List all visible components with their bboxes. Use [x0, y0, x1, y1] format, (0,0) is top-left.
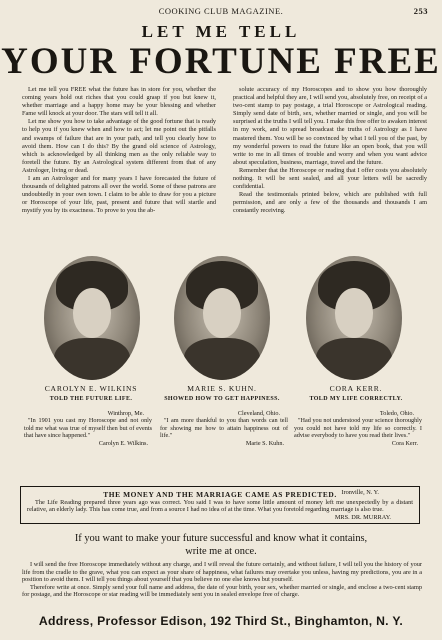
closing-text [22, 561, 422, 599]
box-heading: THE MONEY AND THE MARRIAGE CAME AS PREDICTED. [103, 490, 337, 499]
paragraph: Let me show you how to take advantage of the good fortune that is ready to help you if you knew when and how to act; let me point out the pitfalls and swamps of failure that are in your path, and tell you clearly how to avoid them. How can I do this? By the grand old science of Astrology, which is acknowledged by all thinking men as the only reliable way to foretell the future. By an Astrological system different from that of any Astrologer, living or dead. [22, 118, 216, 174]
testimonial-city: Toledo, Ohio. [379, 410, 414, 417]
featured-testimonial-box [20, 486, 420, 524]
right-column [233, 86, 427, 216]
magazine-name: COOKING CLUB MAGAZINE. [158, 6, 284, 16]
testimonial-tag: TOLD THE FUTURE LIFE. [49, 396, 133, 402]
testimonial-signature: Carolyn E. Wilkins. [98, 439, 148, 447]
paragraph: solute accuracy of my Horoscopes and to show you how thoroughly practical and helpful they are, I will send you, absolutely free, on receipt of a two-cent stamp to pay postage, a trial Horoscope or Astrological reading. Simply send date of birth, sex, whether married or single, and you will be surprised at the truths I will tell you. I make this free offer to awaken interest in my work, and to spread broadcast the truths of Astrology as I have mastered them. You will be so convinced by what I tell you of the past, by my wonderful powers to read the future like an open book, that you will write to me in all times of trouble and worry and when you want advice about speculation, business, marriage, travel and the future. [233, 86, 427, 166]
box-text: The Life Reading prepared three years ago was correct. You said I was to have some little amount of money left me unexpectedly by a distant relative, an elderly lady. This has come true, and from a source I had no idea of at the time. What you foretold regarding marriage is also true. [27, 499, 413, 514]
testimonial [294, 410, 422, 447]
testimonial-quote: "In 1901 you cast my Horoscope and not only told me what was true of myself then but of events that have since happened." [24, 417, 152, 440]
box-signature: MRS. DR. MURRAY. [334, 514, 391, 521]
box-city: Ironville, N. Y. [341, 489, 379, 496]
headline-line1: LET ME TELL [141, 22, 301, 41]
testimonial-name: CORA KERR. [329, 384, 383, 393]
page-header [0, 6, 442, 20]
testimonial-signature: Marie S. Kuhn. [245, 439, 284, 447]
testimonial [160, 410, 288, 447]
cta-line2: write me at once. [185, 546, 257, 557]
mailing-address: Address, Professor Edison, 192 Third St., Binghamton, N. Y. [38, 614, 404, 628]
paragraph: Read the testimonials printed below, which are published with full permission, and are only a few of the thousands and thousands I am constantly receiving. [233, 191, 427, 215]
page-number: 253 [413, 6, 428, 16]
testimonial-tag: TOLD MY LIFE CORRECTLY. [309, 396, 403, 402]
portrait-photo [174, 256, 270, 380]
testimonial-name: CAROLYN E. WILKINS [44, 384, 138, 393]
testimonial-city: Winthrop, Me. [107, 410, 144, 417]
testimonial-tag: SHOWED HOW TO GET HAPPINESS. [164, 396, 280, 402]
portrait-photo [44, 256, 140, 380]
testimonial-city: Cleveland, Ohio. [237, 410, 280, 417]
paragraph: I will send the free Horoscope immediately without any charge, and I will reveal the future certainly, and without failure, I will tell you the history of your life from the cradle to the grave, what you can expect as your share of happiness, what failures may overtake you unless, having my predictions, you are in a position to avoid them. I will tell you things about yourself that you believe no one else knows but yourself. [22, 561, 422, 584]
paragraph: I am an Astrologer and for many years I have forecasted the future of thousands of delighted patrons all over the world. Some of these patrons are undoubtedly in your own town. I claim to be able to draw for you a picture or Horoscope of your life, past, present and future that will startle and mystify you by its exactness. To prove to you the ab- [22, 175, 216, 215]
headline-line2: YOUR FORTUNE FREE [1, 41, 441, 82]
testimonial-quote: "I am more thankful to you than words can tell for showing me how to attain happiness out of life." [160, 417, 288, 440]
testimonial [24, 410, 152, 447]
paragraph: Let me tell you FREE what the future has in store for you, whether the coming years hold out riches that you could grasp if you but knew it, whether marriage and a happy home may be your blessing and whether Fame will knock at your door. The stars will tell it all. [22, 86, 216, 118]
call-to-action [0, 532, 442, 558]
testimonial-quote: "Had you not understood your science thoroughly you could not have told my life so correctly. I advise everybody to have you read their lives." [294, 417, 422, 440]
testimonial-name: MARIE S. KUHN. [187, 384, 257, 393]
testimonial-signature: Cora Kerr. [391, 439, 418, 447]
paragraph: Remember that the Horoscope or reading that I offer costs you absolutely nothing. It will be sent sealed, and all your letters will be sacredly confidential. [233, 166, 427, 191]
paragraph: Therefore write at once. Simply send your full name and address, the date of your birth, your sex, whether married or single, and enclose a two-cent stamp for postage, and the Horoscope or star reading will be immediately sent you in sealed envelope free of charge. [22, 583, 422, 599]
portrait-photo [306, 256, 402, 380]
left-column [22, 86, 216, 216]
cta-line1: If you want to make your future successful and know what it contains, [74, 533, 368, 544]
article-body [22, 86, 428, 246]
